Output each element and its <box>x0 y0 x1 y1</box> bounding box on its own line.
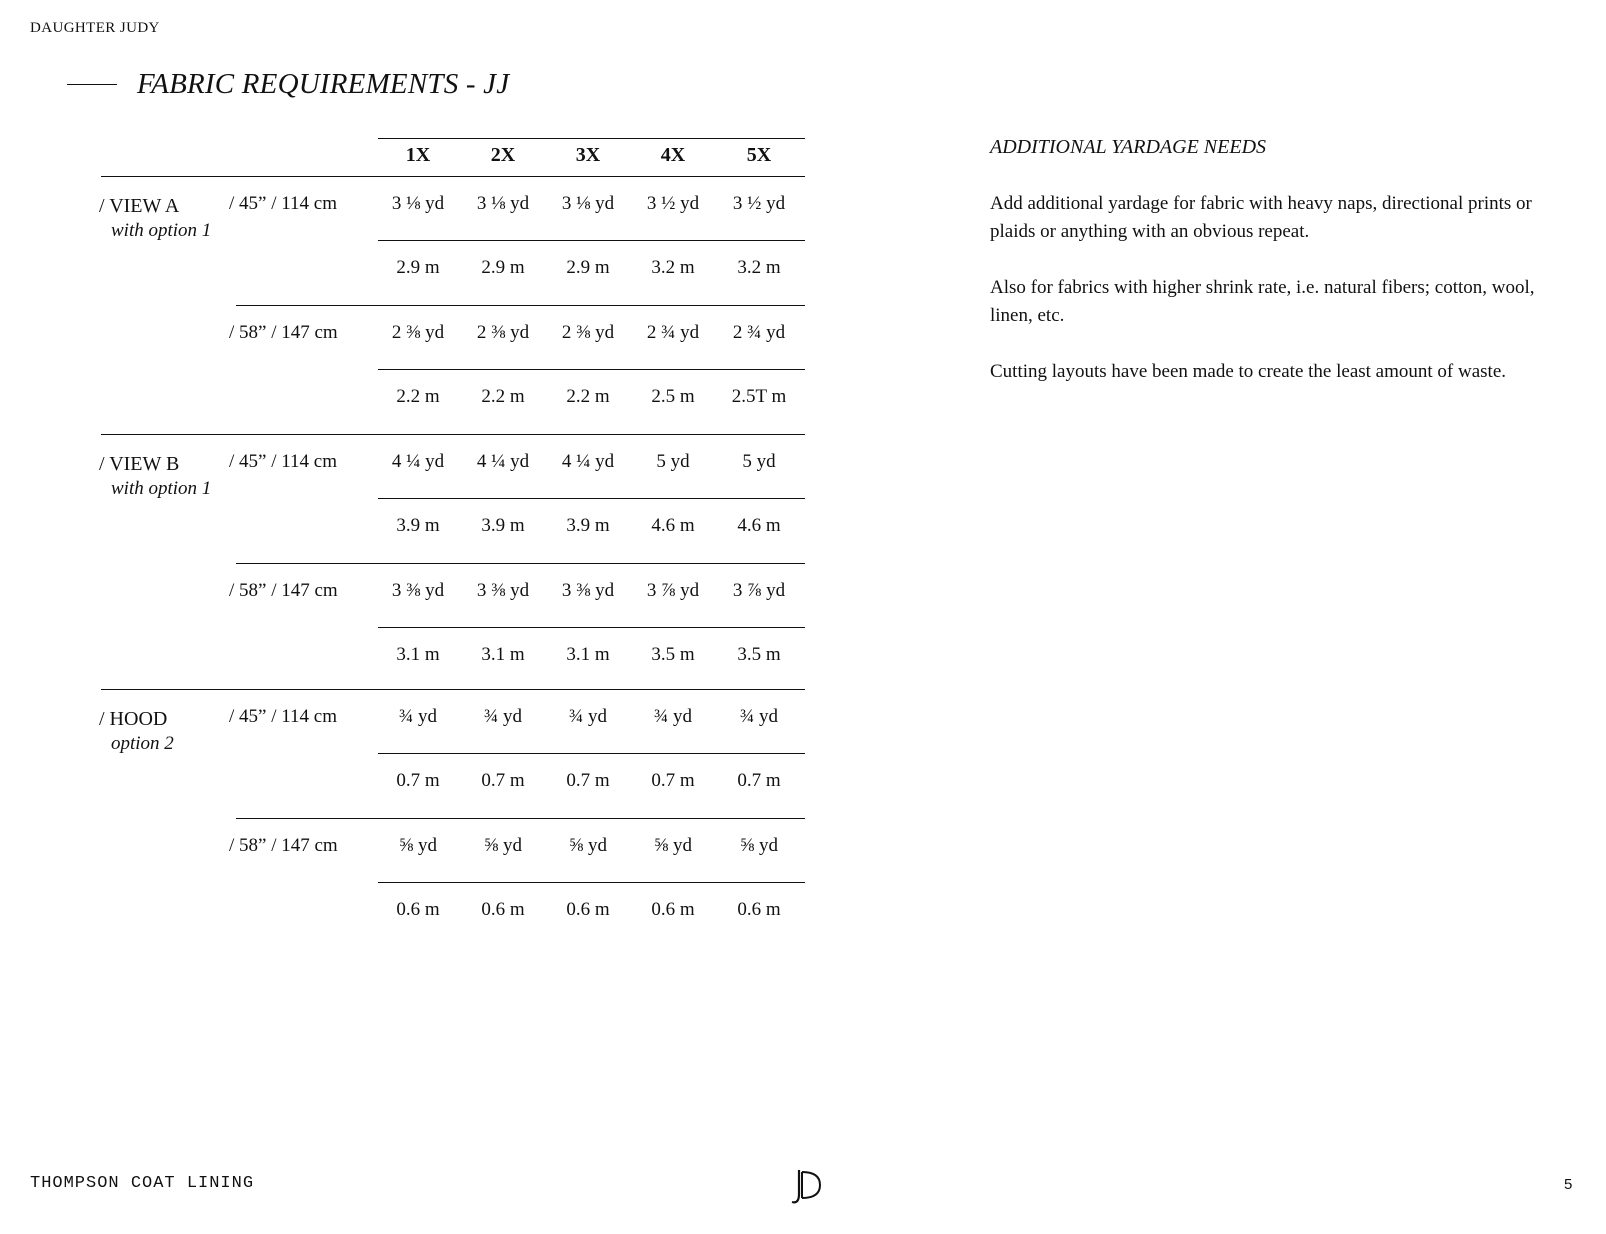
meters-cell: 3.5 m <box>737 644 781 665</box>
yardage-cell: 4 ¼ yd <box>476 451 530 472</box>
additional-paragraph-1: Add additional yardage for fabric with heavy naps, directional prints or plaids or anything with an obvious repeat. <box>990 193 1532 242</box>
meters-cell: 0.6 m <box>737 899 781 920</box>
group-separator <box>101 689 805 690</box>
meters-cell: 3.1 m <box>396 644 440 665</box>
row-separator <box>378 882 805 883</box>
yardage-cell: 3 ⅜ yd <box>391 580 445 601</box>
fabric-width-label: / 58” / 147 cm <box>229 580 338 601</box>
width-separator <box>236 305 805 306</box>
meters-cell: 3.5 m <box>651 644 695 665</box>
fabric-width-label: / 45” / 114 cm <box>229 451 337 472</box>
yardage-cell: ¾ yd <box>484 706 522 727</box>
yardage-cell: 3 ⅜ yd <box>476 580 530 601</box>
row-separator <box>378 753 805 754</box>
yardage-cell: ¾ yd <box>399 706 437 727</box>
meters-cell: 2.2 m <box>566 386 610 407</box>
width-separator <box>236 563 805 564</box>
yardage-cell: 3 ½ yd <box>646 193 700 214</box>
group-separator <box>101 434 805 435</box>
yardage-cell: 3 ⅞ yd <box>646 580 700 601</box>
column-header: 3X <box>575 144 601 166</box>
meters-cell: 2.2 m <box>481 386 525 407</box>
page-number: 5 <box>1564 1176 1573 1193</box>
brand-name: DAUGHTER JUDY <box>30 20 160 36</box>
meters-cell: 4.6 m <box>651 515 695 536</box>
yardage-cell: 3 ⅛ yd <box>476 193 530 214</box>
row-separator <box>378 498 805 499</box>
meters-cell: 3.9 m <box>481 515 525 536</box>
yardage-cell: ⅝ yd <box>654 835 692 856</box>
meters-cell: 2.9 m <box>566 257 610 278</box>
fabric-width-label: / 58” / 147 cm <box>229 835 338 856</box>
meters-cell: 0.6 m <box>566 899 610 920</box>
yardage-cell: ¾ yd <box>569 706 607 727</box>
meters-cell: 0.6 m <box>396 899 440 920</box>
yardage-cell: 2 ⅜ yd <box>391 322 445 343</box>
meters-cell: 4.6 m <box>737 515 781 536</box>
meters-cell: 0.7 m <box>737 770 781 791</box>
column-header: 5X <box>746 144 772 166</box>
header-top-rule <box>378 138 805 139</box>
meters-cell: 2.2 m <box>396 386 440 407</box>
yardage-cell: 3 ⅛ yd <box>391 193 445 214</box>
yardage-cell: 2 ⅜ yd <box>476 322 530 343</box>
additional-paragraph-3: Cutting layouts have been made to create the least amount of waste. <box>990 361 1506 382</box>
column-header: 2X <box>490 144 516 166</box>
group-subtitle: with option 1 <box>111 220 212 241</box>
meters-cell: 3.2 m <box>737 257 781 278</box>
yardage-cell: 2 ¾ yd <box>646 322 700 343</box>
yardage-cell: ⅝ yd <box>399 835 437 856</box>
title-rule <box>67 84 117 85</box>
group-name: / VIEW A <box>99 195 180 217</box>
header-bottom-rule <box>101 176 805 177</box>
meters-cell: 0.7 m <box>566 770 610 791</box>
fabric-width-label: / 45” / 114 cm <box>229 193 337 214</box>
yardage-cell: 2 ⅜ yd <box>561 322 615 343</box>
meters-cell: 0.7 m <box>651 770 695 791</box>
meters-cell: 0.7 m <box>481 770 525 791</box>
meters-cell: 2.9 m <box>481 257 525 278</box>
meters-cell: 0.7 m <box>396 770 440 791</box>
meters-cell: 3.1 m <box>481 644 525 665</box>
jd-monogram-logo <box>788 1164 824 1208</box>
meters-cell: 2.9 m <box>396 257 440 278</box>
row-separator <box>378 240 805 241</box>
yardage-cell: 5 yd <box>656 451 690 472</box>
column-header: 4X <box>660 144 686 166</box>
meters-cell: 2.5 m <box>651 386 695 407</box>
yardage-cell: ¾ yd <box>654 706 692 727</box>
row-separator <box>378 369 805 370</box>
meters-cell: 0.6 m <box>651 899 695 920</box>
meters-cell: 3.9 m <box>396 515 440 536</box>
additional-yardage-title: ADDITIONAL YARDAGE NEEDS <box>990 136 1267 158</box>
yardage-cell: 3 ⅜ yd <box>561 580 615 601</box>
meters-cell: 3.1 m <box>566 644 610 665</box>
page-title: FABRIC REQUIREMENTS - JJ <box>137 68 510 100</box>
fabric-width-label: / 58” / 147 cm <box>229 322 338 343</box>
yardage-cell: 3 ⅛ yd <box>561 193 615 214</box>
yardage-cell: 2 ¾ yd <box>732 322 786 343</box>
yardage-cell: ⅝ yd <box>484 835 522 856</box>
meters-cell: 3.2 m <box>651 257 695 278</box>
meters-cell: 0.6 m <box>481 899 525 920</box>
meters-cell: 3.9 m <box>566 515 610 536</box>
width-separator <box>236 818 805 819</box>
footer-pattern-name: THOMPSON COAT LINING <box>30 1174 255 1193</box>
yardage-cell: 4 ¼ yd <box>561 451 615 472</box>
group-subtitle: option 2 <box>111 733 174 754</box>
additional-paragraph-2: Also for fabrics with higher shrink rate, i.e. natural fibers; cotton, wool, linen, etc. <box>990 277 1535 326</box>
group-subtitle: with option 1 <box>111 478 212 499</box>
yardage-cell: 5 yd <box>742 451 776 472</box>
yardage-cell: ⅝ yd <box>569 835 607 856</box>
yardage-cell: 4 ¼ yd <box>391 451 445 472</box>
column-header: 1X <box>405 144 431 166</box>
group-name: / HOOD <box>99 708 168 730</box>
fabric-width-label: / 45” / 114 cm <box>229 706 337 727</box>
yardage-cell: 3 ½ yd <box>732 193 786 214</box>
yardage-cell: 3 ⅞ yd <box>732 580 786 601</box>
group-name: / VIEW B <box>99 453 180 475</box>
yardage-cell: ¾ yd <box>740 706 778 727</box>
yardage-cell: ⅝ yd <box>740 835 778 856</box>
row-separator <box>378 627 805 628</box>
meters-cell: 2.5T m <box>731 386 787 407</box>
